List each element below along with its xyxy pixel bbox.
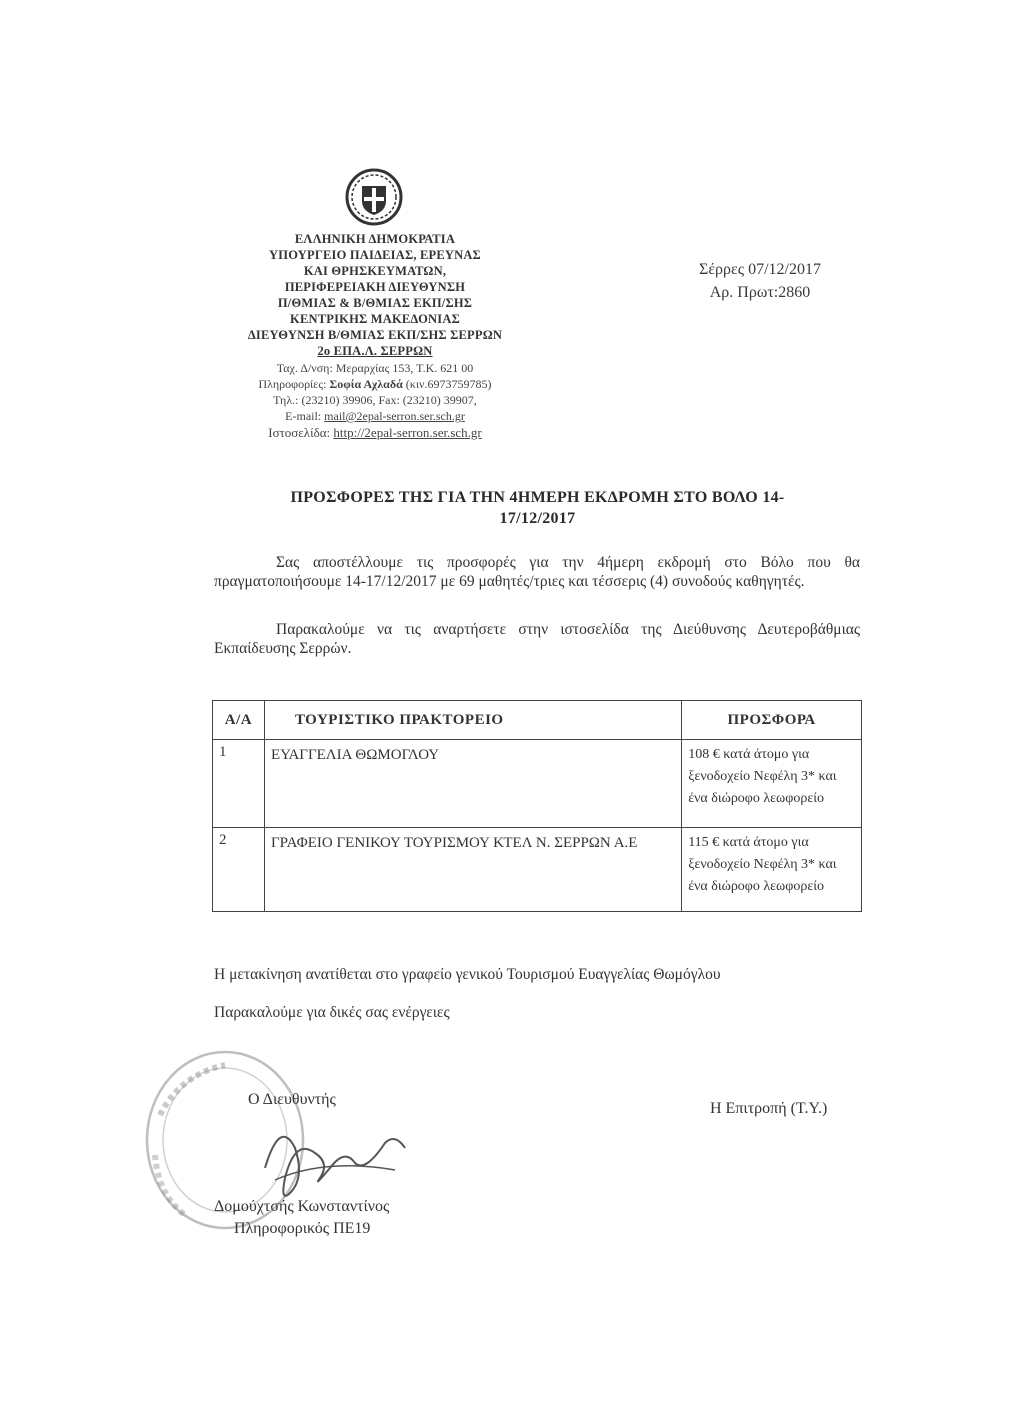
agency-name: ΓΡΑΦΕΙΟ ΓΕΝΙΚΟΥ ΤΟΥΡΙΣΜΟΥ ΚΤΕΛ Ν. ΣΕΡΡΩΝ Α.Ε [264,828,681,912]
info-name: Σοφία Αχλαδά [329,377,403,391]
info-phone: (κιν.6973759785) [402,377,492,391]
email-label: E-mail: [285,409,325,423]
email-link[interactable]: mail@2epal-serron.ser.sch.gr [324,409,465,423]
website-line [220,425,530,440]
column-header: Α/Α [213,701,265,740]
table-row [213,740,862,828]
info-label: Πληροφορίες: [258,377,330,391]
phone-fax: Τηλ.: (23210) 39906, Fax: (23210) 39907, [273,393,477,407]
email-line [220,409,530,424]
hellenic-republic-emblem-icon [345,168,403,226]
offers-table [212,700,862,912]
title-line-2: 17/12/2017 [499,510,576,527]
director-role: Πληροφορικός ΠΕ19 [234,1220,371,1237]
column-header: ΠΡΟΣΦΟΡΑ [682,701,862,740]
award-statement: Η μετακίνηση ανατίθεται στο γραφείο γενικού Τουρισμού Ευαγγελίας Θωμόγλου [214,966,721,983]
org-line: ΚΑΙ ΘΡΗΣΚΕΥΜΑΤΩΝ, [303,264,447,278]
protocol-number: Αρ. Πρωτ:2860 [709,284,811,301]
director-name: Δομούχτσής Κωνσταντίνος [214,1198,390,1215]
place-date: Σέρρες 07/12/2017 [699,261,821,278]
agency-name: ΕΥΑΓΓΕΛΙΑ ΘΩΜΟΓΛΟΥ [264,740,681,828]
website-link[interactable]: http://2epal-serron.ser.sch.gr [333,425,482,440]
action-request: Παρακαλούμε για δικές σας ενέργειες [214,1004,450,1021]
row-number: 2 [213,828,265,912]
postal-address: Ταχ. Δ/νση: Μεραρχίας 153, Τ.Κ. 621 00 [276,361,474,375]
body-paragraph-1: Σας αποστέλλουμε τις προσφορές για την 4ήμερη εκδρομή στο Βόλο που θα πραγματοποιήσουμε 14-17/12/2017 με 69 μαθητές/τριες και τέσσερις (4) συνοδούς καθηγητές. [214,554,860,590]
org-line: Π/ΘΜΙΑΣ & Β/ΘΜΙΑΣ ΕΚΠ/ΣΗΣ [277,296,473,310]
org-line: ΥΠΟΥΡΓΕΙΟ ΠΑΙΔΕΙΑΣ, ΕΡΕΥΝΑΣ [269,248,481,262]
committee-signature: Η Επιτροπή (Τ.Υ.) [710,1100,828,1117]
org-line: ΔΙΕΥΘΥΝΣΗ Β/ΘΜΙΑΣ ΕΚΠ/ΣΗΣ ΣΕΡΡΩΝ [247,328,503,342]
director-title: Ο Διευθυντής [248,1091,336,1108]
offer-details: 108 € κατά άτομο για ξενοδοχείο Νεφέλη 3* και ένα διώροφο λεωφορείο [682,740,862,828]
offer-details: 115 € κατά άτομο για ξενοδοχείο Νεφέλη 3* και ένα διώροφο λεωφορείο [682,828,862,912]
table-header-row [213,701,862,740]
school-name: 2ο ΕΠΑ.Λ. ΣΕΡΡΩΝ [317,344,433,358]
org-line: ΚΕΝΤΡΙΚΗΣ ΜΑΚΕΔΟΝΙΑΣ [290,312,460,326]
row-number: 1 [213,740,265,828]
title-line-1: ΠΡΟΣΦΟΡΕΣ ΤΗΣ ΓΙΑ ΤΗΝ 4ΗΜΕΡΗ ΕΚΔΡΟΜΗ ΣΤΟ ΒΟΛΟ 14- [290,489,785,506]
org-line: ΠΕΡΙΦΕΡΕΙΑΚΗ ΔΙΕΥΘΥΝΣΗ [284,280,466,294]
org-line: ΕΛΛΗΝΙΚΗ ΔΗΜΟΚΡΑΤΙΑ [294,232,456,246]
column-header: ΤΟΥΡΙΣΤΙΚΟ ΠΡΑΚΤΟΡΕΙΟ [264,701,681,740]
website-label: Ιστοσελίδα: [268,425,334,440]
table-row [213,828,862,912]
body-paragraph-2: Παρακαλούμε να τις αναρτήσετε στην ιστοσελίδα της Διεύθυνσης Δευτεροβάθμιας Εκπαίδευσης Σερρών. [214,621,860,657]
handwritten-signature-icon [235,1108,425,1208]
contact-info [220,377,530,392]
document-title [250,487,825,529]
